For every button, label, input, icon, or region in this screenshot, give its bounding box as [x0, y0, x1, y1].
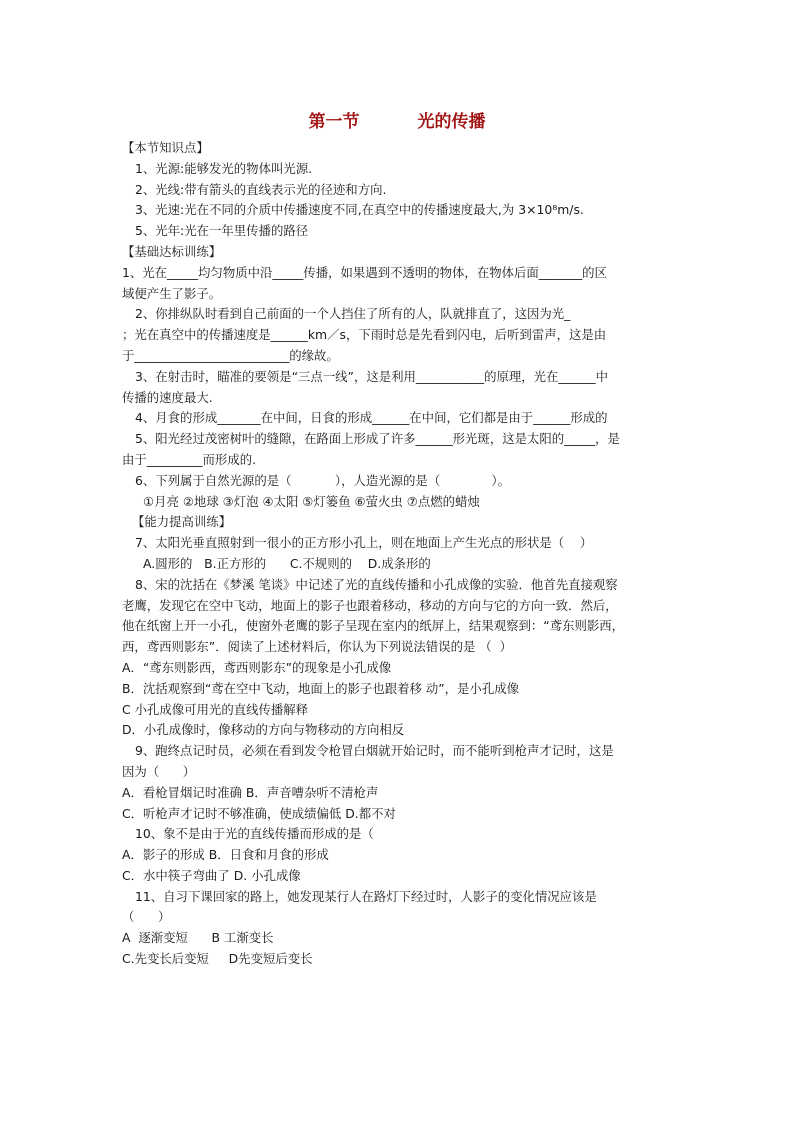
text-line: （ ）: [122, 909, 171, 925]
text-line: C．水中筷子弯曲了 D. 小孔成像: [122, 867, 301, 883]
text-line: 3、光速:光在不同的介质中传播速度不同,在真空中的传播速度最大,为 3×10⁸m/s.: [135, 202, 584, 218]
title-topic: 光的传播: [417, 112, 486, 132]
text-line: 9、跑终点记时员，必须在看到发令枪冒白烟就开始记时，而不能听到枪声才记时，这是: [135, 743, 614, 759]
text-line: A．影子的形成 B．日食和月食的形成: [122, 847, 329, 863]
text-line: 2、光线:带有箭头的直线表示光的径迹和方向.: [135, 181, 387, 197]
text-line: 他在纸窗上开一小孔，使窗外老鹰的影子呈现在室内的纸屏上，结果观察到：“鸢东则影西，: [122, 618, 625, 634]
text-line: 传播的速度最大.: [122, 389, 213, 405]
text-line: 2、你排纵队时看到自己前面的一个人挡住了所有的人，队就排直了，这因为光_: [135, 306, 571, 322]
text-line: B．沈括观察到“鸢在空中飞动，地面上的影子也跟着移 动”，是小孔成像: [122, 680, 519, 696]
text-line: 1、光在_____均匀物质中沿_____传播，如果遇到不透明的物体，在物体后面_______的区: [122, 264, 607, 280]
text-line: 5、阳光经过茂密树叶的缝隙，在路面上形成了许多______形光斑，这是太阳的_____，是: [135, 431, 620, 447]
text-line: A 逐渐变短 B 工渐变长: [122, 930, 274, 946]
text-line: A.圆形的 B.正方形的 C.不规则的 D.成条形的: [143, 555, 431, 571]
title-section-number: 第一节: [308, 112, 360, 132]
text-line: C．听枪声才记时不够准确，使成绩偏低 D.都不对: [122, 805, 396, 821]
text-line: 于_________________________的缘故。: [122, 347, 339, 363]
text-line: 10、象不是由于光的直线传播而形成的是（: [135, 826, 374, 842]
text-line: 8、宋的沈括在《梦溪 笔谈》中记述了光的直线传播和小孔成像的实验．他首先直接观察: [135, 576, 618, 592]
text-line: 【基础达标训练】: [122, 243, 222, 259]
text-line: 11、自习下课回家的路上，她发现某行人在路灯下经过时，人影子的变化情况应该是: [135, 888, 597, 904]
text-line: ；光在真空中的传播速度是______km／s，下雨时总是先看到闪电，后听到雷声，这是由: [122, 327, 607, 343]
text-line: 3、在射击时，瞄准的要领是“三点一线”，这是利用___________的原理，光在______中: [135, 368, 608, 384]
text-line: 1、光源:能够发光的物体叫光源.: [135, 160, 313, 176]
text-line: C.先变长后变短 D先变短后变长: [122, 951, 313, 967]
text-line: ①月亮 ②地球 ③灯泡 ④太阳 ⑤灯篓鱼 ⑥萤火虫 ⑦点燃的蜡烛: [143, 493, 480, 509]
text-line: 西，鸢西则影东”．阅读了上述材料后，你认为下列说法错误的是 （ ）: [122, 639, 512, 655]
text-line: 因为（ ）: [122, 763, 196, 779]
text-line: 6、下列属于自然光源的是（ ），人造光源的是（ ）。: [135, 472, 510, 488]
text-line: 域便产生了影子。: [122, 285, 222, 301]
text-line: 【能力提高训练】: [132, 514, 232, 530]
text-line: D．小孔成像时，像移动的方向与物移动的方向相反: [122, 722, 405, 738]
page-title: [0, 107, 794, 132]
text-line: 7、太阳光垂直照射到一很小的正方形小孔上，则在地面上产生光点的形状是（ ）: [135, 535, 593, 551]
text-line: A．看枪冒烟记时准确 B．声音嘈杂听不清枪声: [122, 784, 379, 800]
text-line: 4、月食的形成_______在中间，日食的形成______在中间，它们都是由于______形成的: [135, 410, 608, 426]
text-line: 5、光年:光在一年里传播的路径: [135, 223, 309, 239]
text-line: C 小孔成像可用光的直线传播解释: [122, 701, 309, 717]
text-line: A．“鸢东则影西，鸢西则影东”的现象是小孔成像: [122, 659, 392, 675]
document-body: [122, 138, 682, 970]
text-line: 由于_________而形成的.: [122, 451, 257, 467]
text-line: 老鹰，发现它在空中飞动，地面上的影子也跟着移动，移动的方向与它的方向一致．然后，: [122, 597, 618, 613]
text-line: 【本节知识点】: [122, 140, 209, 155]
